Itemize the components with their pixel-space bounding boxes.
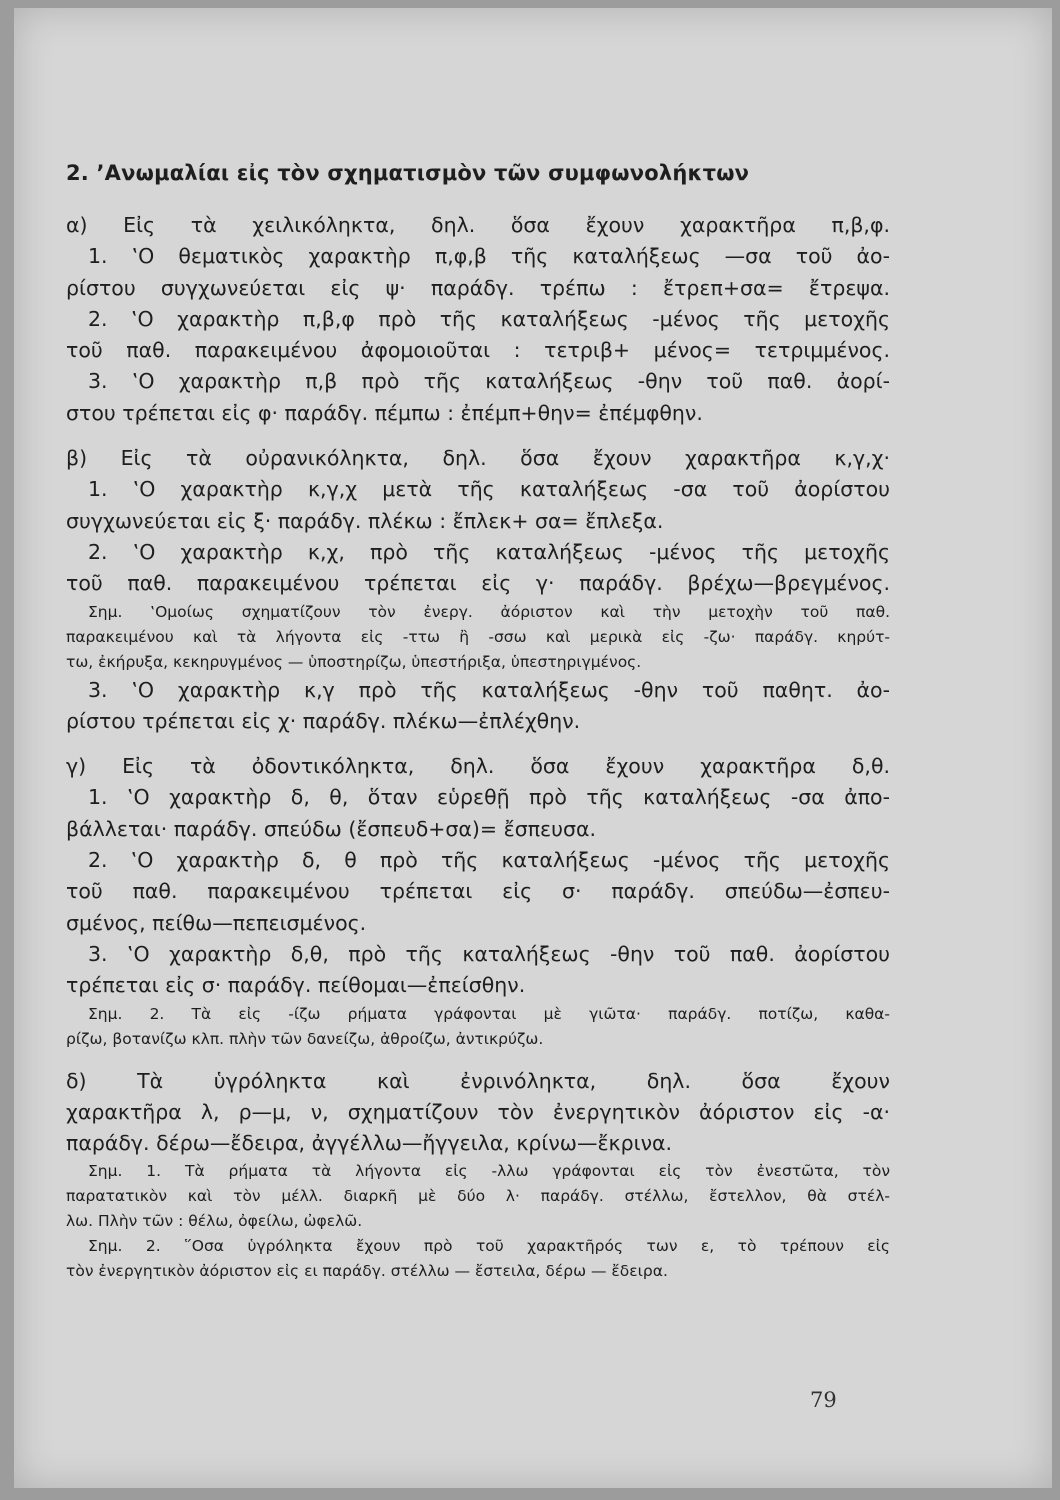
text-line: τοῦ παθ. παρακειμένου τρέπεται εἰς γ· παράδγ. βρέχω—βρεγμένος. [66,571,890,596]
note-line: Σημ. ‛Ομοίως σχηματίζουν τὸν ἐνεργ. ἀόριστον καὶ τὴν μετοχὴν τοῦ παθ. [88,602,890,621]
text-line: σμένος, πείθω—πεπεισμένος. [66,910,367,935]
text-line: χαρακτῆρα λ, ρ—μ, ν, σχηματίζουν τὸν ἐνεργητικὸν ἀόριστον εἰς -α· [66,1099,890,1124]
note-line: Σημ. 2. Τὰ εἰς -ίζω ρήματα γράφονται μὲ γιῶτα· παράδγ. ποτίζω, καθα- [88,1004,890,1023]
text-line: παράδγ. δέρω—ἔδειρα, ἀγγέλλω—ἤγγειλα, κρίνω—ἔκρινα. [66,1131,673,1156]
text-line: 1. ‛Ο χαρακτὴρ δ, θ, ὅταν εὑρεθῇ πρὸ τῆς καταλήξεως -σα ἀπο- [88,785,890,810]
note-line: Σημ. 2. ῞Οσα ὑγρόληκτα ἔχουν πρὸ τοῦ χαρακτῆρός των ε, τὸ τρέπουν εἰς [88,1237,890,1256]
text-line: 3. ‛Ο χαρακτὴρ δ,θ, πρὸ τῆς καταλήξεως -θην τοῦ παθ. ἀορίστου [88,941,890,966]
text-line: συγχωνεύεται εἰς ξ· παράδγ. πλέκω : ἔπλεκ+ σα= ἔπλεξα. [66,508,664,533]
text-block [66,158,890,1284]
text-line: 2. ‛Ο χαρακτὴρ δ, θ πρὸ τῆς καταλήξεως -μένος τῆς μετοχῆς [88,848,890,873]
text-line: 1. ‛Ο χαρακτὴρ κ,γ,χ μετὰ τῆς καταλήξεως -σα τοῦ ἀορίστου [88,477,890,502]
text-line: 2. ‛Ο χαρακτὴρ π,β,φ πρὸ τῆς καταλήξεως -μένος τῆς μετοχῆς [88,306,890,331]
text-line: ρίστου συγχωνεύεται εἰς ψ· παράδγ. τρέπω : ἔτρεπ+σα= ἔτρεψα. [66,275,890,300]
text-line: 3. ‛Ο χαρακτὴρ κ,γ πρὸ τῆς καταλήξεως -θην τοῦ παθητ. ἀο- [88,677,890,702]
book-page [14,8,1052,1488]
note-line: τὸν ἐνεργητικὸν ἀόριστον εἰς ει παράδγ. στέλλω — ἔστειλα, δέρω — ἔδειρα. [66,1262,668,1281]
note-line: ρίζω, βοτανίζω κλπ. πλὴν τῶν δανείζω, ἀθροίζω, ἀντικρύζω. [66,1029,544,1048]
note-line: παρακειμένου καὶ τὰ λήγοντα εἰς -ττω ἢ -σσω καὶ μερικὰ εἰς -ζω· παράδγ. κηρύτ- [66,627,890,646]
note-line: τω, ἐκήρυξα, κεκηρυγμένος — ὑποστηρίζω, ὑπεστήριξα, ὑπεστηριγμένος. [66,652,642,671]
text-line: β) Εἰς τὰ οὐρανικόληκτα, δηλ. ὅσα ἔχουν χαρακτῆρα κ,γ,χ· [66,446,890,471]
page-number: 79 [810,1388,837,1412]
text-line: ρίστου τρέπεται εἰς χ· παράδγ. πλέκω—ἐπλέχθην. [66,708,581,733]
text-line: 3. ‛Ο χαρακτὴρ π,β πρὸ τῆς καταλήξεως -θην τοῦ παθ. ἀορί- [88,369,890,394]
note-line: παρατατικὸν καὶ τὸν μέλλ. διαρκῆ μὲ δύο λ· παράδγ. στέλλω, ἔστελλον, θὰ στέλ- [66,1187,890,1206]
text-line: τοῦ παθ. παρακειμένου τρέπεται εἰς σ· παράδγ. σπεύδω—ἐσπευ- [66,879,890,904]
page-title: 2. ’Ανωμαλίαι εἰς τὸν σχηματισμὸν τῶν συμφωνολήκτων [66,161,750,185]
text-line: στου τρέπεται εἰς φ· παράδγ. πέμπω : ἐπέμπ+θην= ἐπέμφθην. [66,400,703,425]
text-line: βάλλεται· παράδγ. σπεύδω (ἔσπευδ+σα)= ἔσπευσα. [66,816,597,841]
text-line: 2. ‛Ο χαρακτὴρ κ,χ, πρὸ τῆς καταλήξεως -μένος τῆς μετοχῆς [88,539,890,564]
text-line: τρέπεται εἰς σ· παράδγ. πείθομαι—ἐπείσθην. [66,973,526,998]
text-line: γ) Εἰς τὰ ὀδοντικόληκτα, δηλ. ὅσα ἔχουν χαρακτῆρα δ,θ. [66,754,890,779]
note-line: Σημ. 1. Τὰ ρήματα τὰ λήγοντα εἰς -λλω γράφονται εἰς τὸν ἐνεστῶτα, τὸν [88,1162,890,1181]
text-line: 1. ‛Ο θεματικὸς χαρακτὴρ π,φ,β τῆς καταλήξεως —σα τοῦ ἀο- [88,244,890,269]
text-line: τοῦ παθ. παρακειμένου ἀφομοιοῦται : τετριβ+ μένος= τετριμμένος. [66,338,890,363]
text-line: α) Εἰς τὰ χειλικόληκτα, δηλ. ὅσα ἔχουν χαρακτῆρα π,β,φ. [66,213,890,237]
note-line: λω. Πλὴν τῶν : θέλω, ὀφείλω, ὠφελῶ. [66,1212,363,1231]
text-line: δ) Τὰ ὑγρόληκτα καὶ ἐνρινόληκτα, δηλ. ὅσα ἔχουν [66,1068,890,1093]
